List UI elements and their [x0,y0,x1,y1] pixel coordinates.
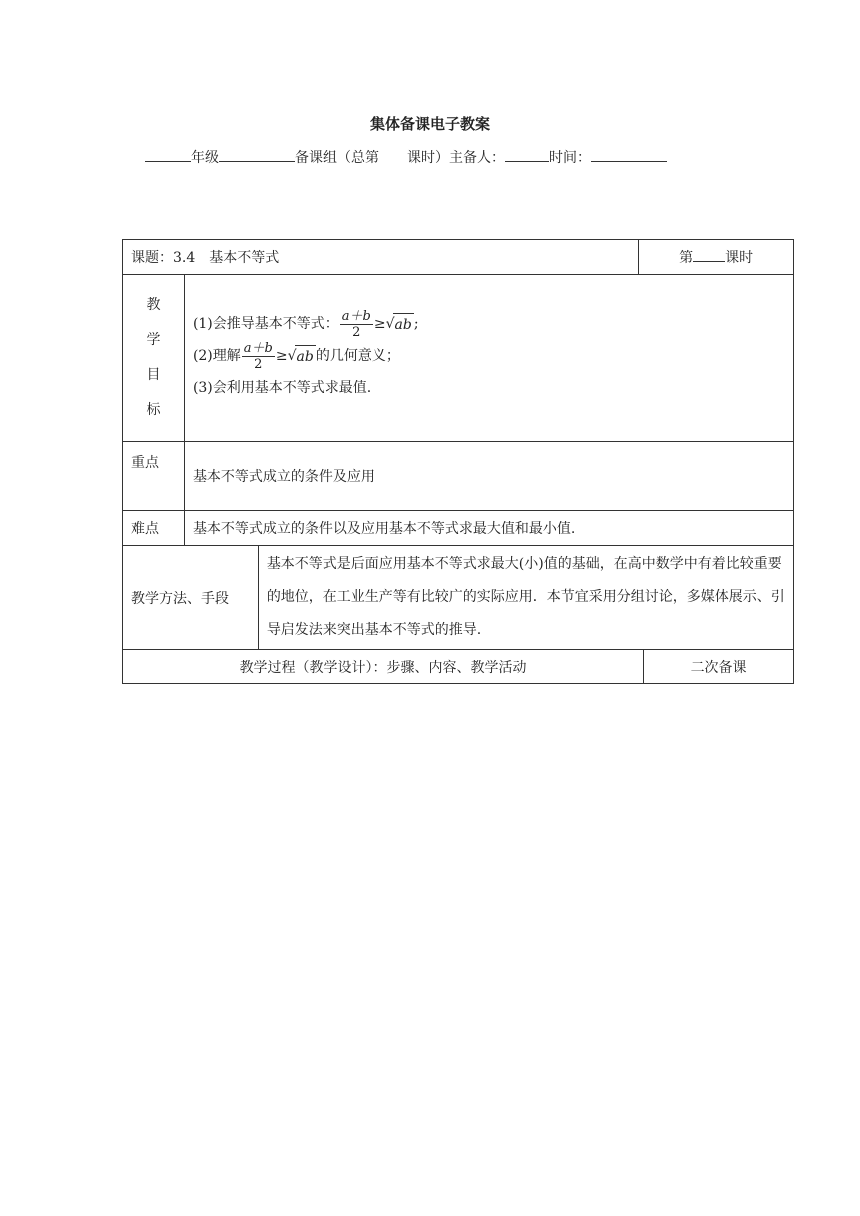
key-label: 重点 [123,442,185,511]
goal-3 [193,374,785,402]
fraction-formula [340,309,373,340]
second-prep-label: 二次备课 [644,650,794,684]
goal-3-text: (3)会利用基本不等式求最值. [192,380,372,396]
hour-label: 课时）主备人： [407,150,505,166]
geq-symbol: ≥ [373,316,386,332]
method-text: 基本不等式是后面应用基本不等式求最大(小)值的基础，在高中数学中有着比较重要的地位，在工业生产等有比较广的实际应用．本节宜采用分组讨论，多媒体展示、引导启发法来突出基本不等式的推导. [258,546,793,650]
process-label: 教学过程（教学设计）：步骤、内容、教学活动 [123,650,644,684]
goal-1-text: (1)会推导基本不等式： [192,316,339,332]
fraction-denominator: 2 [254,356,263,372]
method-row [123,546,794,650]
radicand: ab [295,345,316,368]
author-blank[interactable] [505,147,549,162]
topic-row [123,240,794,275]
fraction-numerator: a＋b [341,308,371,324]
topic-cell: 课题：3.4 基本不等式 [123,240,639,275]
key-text: 基本不等式成立的条件及应用 [184,442,793,511]
lesson-prefix: 第 [679,250,694,266]
time-label: 时间： [549,150,591,166]
group-label: 备课组（总第 [295,150,379,166]
goals-heading-char: 标 [146,402,161,418]
lesson-number-cell [639,240,794,275]
radical-sign: √ [385,316,395,332]
goal-2-prefix: (2)理解 [192,348,241,364]
difficulty-row [123,511,794,546]
key-row [123,442,794,511]
radicand: ab [393,313,414,336]
group-blank[interactable] [219,147,295,162]
lesson-suffix: 课时 [725,250,754,266]
goals-row [123,275,794,442]
fraction-denominator: 2 [352,324,361,340]
geq-symbol: ≥ [275,348,288,364]
lesson-plan-table [122,239,794,684]
lesson-number-blank[interactable] [693,249,725,262]
fraction-formula [242,341,275,372]
difficulty-label: 难点 [123,511,185,546]
process-row [123,650,794,684]
grade-label: 年级 [191,150,219,166]
goals-heading [123,275,185,442]
goal-2-suffix: 的几何意义； [315,348,400,364]
difficulty-text: 基本不等式成立的条件以及应用基本不等式求最大值和最小值. [184,511,793,546]
goals-heading-char: 目 [146,367,161,383]
goal-1 [193,310,785,338]
method-label: 教学方法、手段 [123,546,259,650]
goals-heading-char: 学 [146,332,161,348]
goal-1-end: ; [413,316,419,332]
document-title: 集体备课电子教案 [369,115,490,133]
grade-blank[interactable] [145,147,191,162]
time-blank[interactable] [591,147,667,162]
fraction-numerator: a＋b [243,340,273,356]
radical-sign: √ [287,348,297,364]
goals-heading-char: 教 [146,297,161,313]
goals-content [184,275,793,442]
info-line [145,147,667,167]
goal-2 [193,342,785,370]
